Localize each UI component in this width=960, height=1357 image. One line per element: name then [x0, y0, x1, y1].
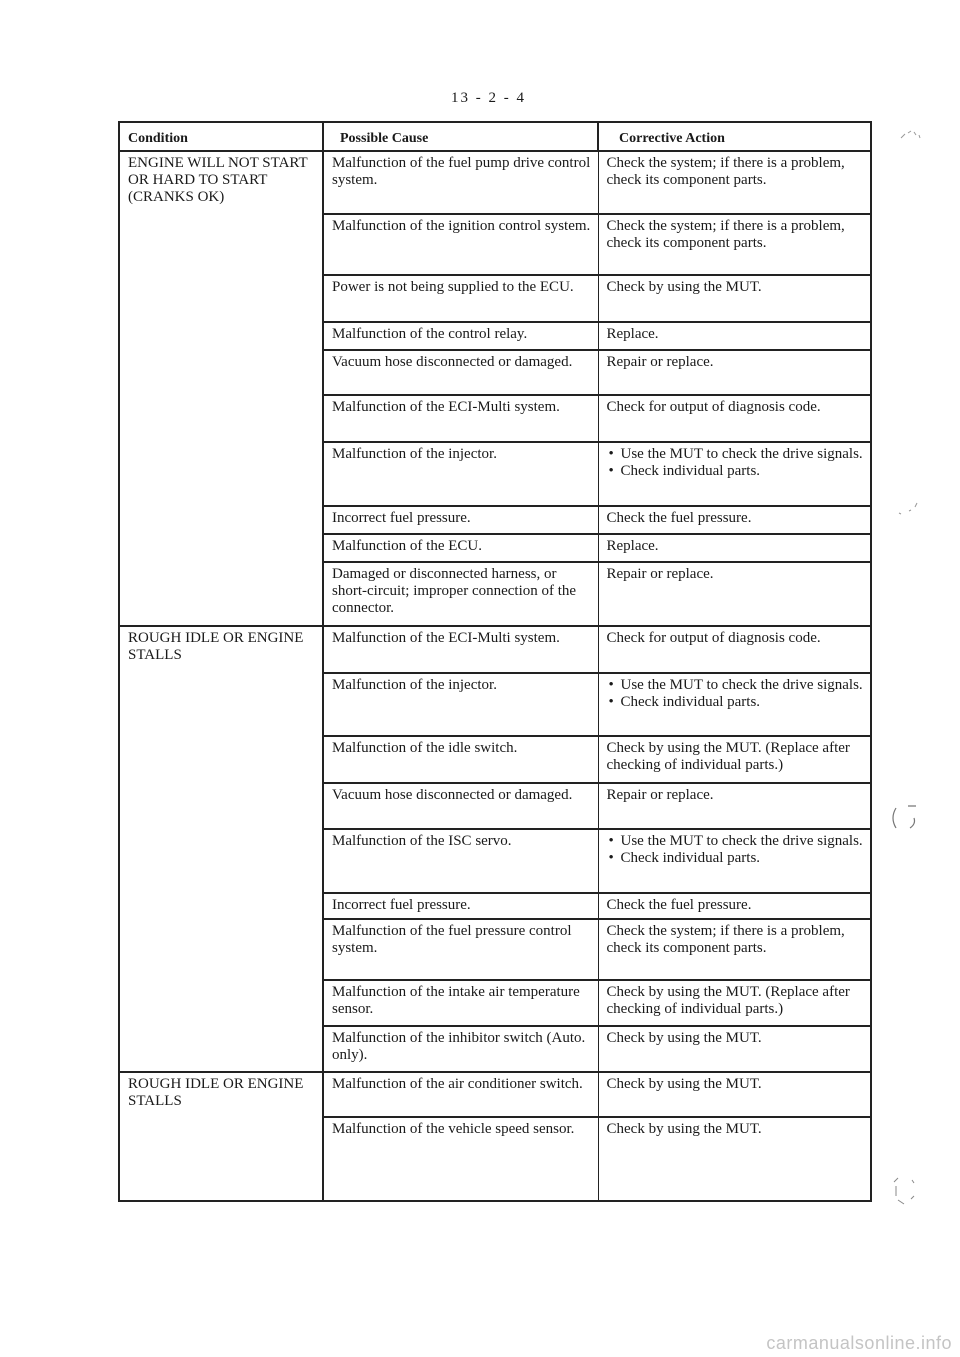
header-possible-cause: Possible Cause	[323, 122, 598, 151]
table-row	[119, 626, 871, 673]
action-text: Repair or replace.	[606, 787, 714, 803]
action-bullet-list	[607, 833, 865, 867]
action-bullet-list	[607, 677, 865, 711]
possible-cause-cell: Malfunction of the ECU.	[323, 534, 598, 562]
condition-cell: ROUGH IDLE OR ENGINE STALLS	[119, 626, 323, 1072]
corrective-action-cell	[598, 562, 871, 626]
action-bullet-item: • Check individual parts.	[607, 463, 865, 480]
corrective-action-cell	[598, 534, 871, 562]
corrective-action-cell	[598, 322, 871, 350]
possible-cause-cell: Malfunction of the air conditioner switch.	[323, 1072, 598, 1117]
table-header-row	[119, 122, 871, 151]
action-text: Check by using the MUT.	[606, 1121, 762, 1137]
table-row	[119, 1072, 871, 1117]
corrective-action-cell	[598, 1026, 871, 1072]
corrective-action-cell	[598, 214, 871, 275]
watermark-text: carmanualsonline.info	[766, 1333, 952, 1353]
possible-cause-cell: Malfunction of the ISC servo.	[323, 829, 598, 893]
possible-cause-cell: Vacuum hose disconnected or damaged.	[323, 783, 598, 829]
corrective-action-cell	[598, 829, 871, 893]
action-text: Check the system; if there is a problem, check its component parts.	[606, 923, 845, 956]
corrective-action-cell	[598, 151, 871, 214]
possible-cause-cell: Malfunction of the idle switch.	[323, 736, 598, 783]
corrective-action-cell	[598, 783, 871, 829]
action-text: Replace.	[606, 326, 659, 342]
possible-cause-cell: Incorrect fuel pressure.	[323, 506, 598, 534]
possible-cause-cell: Malfunction of the fuel pump drive control system.	[323, 151, 598, 214]
action-bullet-item: • Use the MUT to check the drive signals.	[607, 677, 865, 694]
action-text: Check by using the MUT.	[606, 1030, 762, 1046]
condition-cell: ENGINE WILL NOT START OR HARD TO START (CRANKS OK)	[119, 151, 323, 626]
action-text: Replace.	[606, 538, 659, 554]
corrective-action-cell	[598, 736, 871, 783]
action-bullet-item: • Use the MUT to check the drive signals.	[607, 833, 865, 850]
corrective-action-cell	[598, 919, 871, 980]
scan-speck-mark	[895, 120, 925, 160]
page-number: 13 - 2 - 4	[451, 90, 526, 106]
action-text: Check the fuel pressure.	[606, 510, 752, 526]
troubleshooting-table	[118, 121, 872, 1202]
header-corrective-action: Corrective Action	[598, 122, 871, 151]
header-condition: Condition	[119, 122, 323, 151]
action-text: Repair or replace.	[606, 566, 714, 582]
action-text: Check for output of diagnosis code.	[606, 630, 821, 646]
action-text: Check by using the MUT. (Replace after checking of individual parts.)	[606, 984, 850, 1017]
action-bullet-item: • Check individual parts.	[607, 694, 865, 711]
scan-speck-mark	[888, 1170, 918, 1210]
action-text: Check the system; if there is a problem, check its component parts.	[606, 218, 845, 251]
possible-cause-cell: Malfunction of the injector.	[323, 442, 598, 506]
possible-cause-cell: Damaged or disconnected harness, or short-circuit; improper connection of the connector.	[323, 562, 598, 626]
scan-speck-mark	[895, 495, 925, 535]
action-text: Check by using the MUT.	[606, 279, 762, 295]
action-bullet-list	[607, 446, 865, 480]
possible-cause-cell: Malfunction of the inhibitor switch (Auto. only).	[323, 1026, 598, 1072]
action-text: Check for output of diagnosis code.	[606, 399, 821, 415]
corrective-action-cell	[598, 673, 871, 736]
scan-speck-mark	[888, 800, 918, 840]
possible-cause-cell: Vacuum hose disconnected or damaged.	[323, 350, 598, 395]
possible-cause-cell: Malfunction of the intake air temperature sensor.	[323, 980, 598, 1026]
possible-cause-cell: Power is not being supplied to the ECU.	[323, 275, 598, 322]
action-text: Check the system; if there is a problem, check its component parts.	[606, 155, 845, 188]
action-bullet-item: • Use the MUT to check the drive signals.	[607, 446, 865, 463]
corrective-action-cell	[598, 1072, 871, 1117]
action-text: Repair or replace.	[606, 354, 714, 370]
corrective-action-cell	[598, 442, 871, 506]
action-text: Check the fuel pressure.	[606, 897, 752, 913]
table-body	[119, 151, 871, 1201]
possible-cause-cell: Incorrect fuel pressure.	[323, 893, 598, 919]
action-text: Check by using the MUT.	[606, 1076, 762, 1092]
corrective-action-cell	[598, 893, 871, 919]
corrective-action-cell	[598, 350, 871, 395]
action-text: Check by using the MUT. (Replace after checking of individual parts.)	[606, 740, 850, 773]
corrective-action-cell	[598, 275, 871, 322]
possible-cause-cell: Malfunction of the vehicle speed sensor.	[323, 1117, 598, 1201]
corrective-action-cell	[598, 980, 871, 1026]
possible-cause-cell: Malfunction of the control relay.	[323, 322, 598, 350]
possible-cause-cell: Malfunction of the fuel pressure control system.	[323, 919, 598, 980]
possible-cause-cell: Malfunction of the ECI-Multi system.	[323, 626, 598, 673]
action-bullet-item: • Check individual parts.	[607, 850, 865, 867]
corrective-action-cell	[598, 1117, 871, 1201]
corrective-action-cell	[598, 506, 871, 534]
possible-cause-cell: Malfunction of the ECI-Multi system.	[323, 395, 598, 442]
possible-cause-cell: Malfunction of the ignition control system.	[323, 214, 598, 275]
corrective-action-cell	[598, 626, 871, 673]
condition-cell: ROUGH IDLE OR ENGINE STALLS	[119, 1072, 323, 1201]
possible-cause-cell: Malfunction of the injector.	[323, 673, 598, 736]
table-row	[119, 151, 871, 214]
corrective-action-cell	[598, 395, 871, 442]
